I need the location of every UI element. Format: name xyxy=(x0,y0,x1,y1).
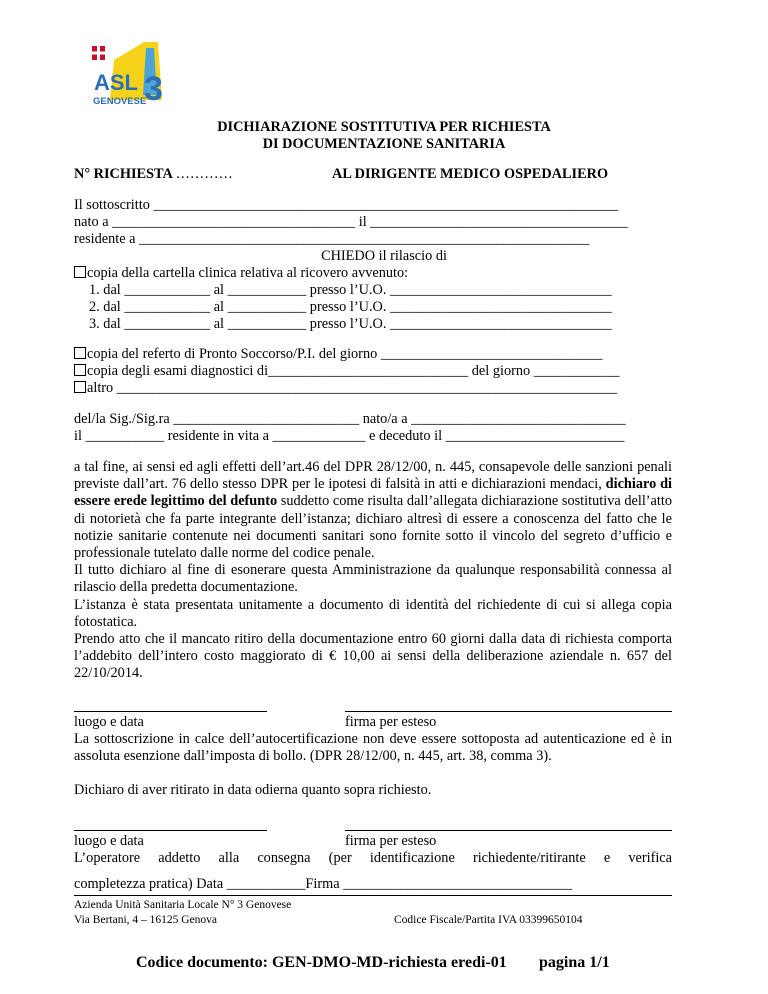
footer-org: Azienda Unità Sanitaria Locale N° 3 Genovese xyxy=(74,899,292,911)
luogo-line-2[interactable] xyxy=(74,830,267,831)
option-referto[interactable]: copia del referto di Pronto Soccorso/P.I. del giorno _______________________________ xyxy=(74,346,672,363)
luogo-label-1: luogo e data xyxy=(74,714,144,730)
ritiro-statement: Dichiaro di aver ritirato in data odierna quanto sopra richiesto. xyxy=(74,782,432,798)
checkbox-altro[interactable] xyxy=(74,381,86,393)
firma-line-1[interactable] xyxy=(345,711,672,712)
request-number: N° RICHIESTA ………… xyxy=(74,166,233,182)
page-number: pagina 1/1 xyxy=(539,954,610,971)
chiedo-heading: CHIEDO il rilascio di xyxy=(321,248,447,264)
field-deceased-dates[interactable]: il ___________ residente in vita a _____________ e deceduto il _________________________ xyxy=(74,428,625,444)
operatore-line2[interactable]: completezza pratica) Data ___________Firma ________________________________ xyxy=(74,876,572,892)
footer-divider xyxy=(74,895,672,896)
field-residente[interactable]: residente a _______________________________________________________________ xyxy=(74,231,590,247)
svg-text:3: 3 xyxy=(144,70,163,108)
field-sottoscritto[interactable]: Il sottoscritto _________________________________________________________________ xyxy=(74,197,619,213)
document-title: DICHIARAZIONE SOSTITUTIVA PER RICHIESTA DI DOCUMENTAZIONE SANITARIA xyxy=(217,119,551,152)
footer-tax-id: Codice Fiscale/Partita IVA 03399650104 xyxy=(394,914,583,926)
checkbox-referto[interactable] xyxy=(74,347,86,359)
ricovero-1[interactable]: 1. dal ____________ al ___________ presso l’U.O. _______________________________ xyxy=(89,282,612,298)
svg-text:ASL: ASL xyxy=(94,70,138,95)
option-cartella-clinica[interactable]: copia della cartella clinica relativa al ricovero avvenuto: xyxy=(74,265,672,282)
firma-label-2: firma per esteso xyxy=(345,833,437,849)
ricovero-3[interactable]: 3. dal ____________ al ___________ presso l’U.O. _______________________________ xyxy=(89,316,612,332)
declaration-text: a tal fine, ai sensi ed agli effetti dell’art.46 del DPR 28/12/00, n. 445, consapevole delle sanzioni penali previste dall’art. 76 dello stesso DPR per le ipotesi di falsità in atti e dichiarazioni mendaci, dichiaro di essere erede legittimo del defunto suddetto come risulta dall’allegata dichiarazione sostitutiva dell’atto di notorietà che fa parte integrante dell’istanza; dichiaro altresì di essere a conoscenza del fatto che le notizie sanitarie contenute nei documenti sanitari sono fornite sotto il vincolo del segreto d’ufficio e professionale tutelato dalle norme del codice penale. Il tutto dichiaro al fine di esonerare questa Amministrazione da qualunque responsabilità connessa al rilascio della predetta documentazione. L’istanza è stata presentata unitamente a documento di identità del richiedente di cui si allega copia fotostatica. Prendo atto che il mancato ritiro della documentazione entro 60 giorni dalla data di richiesta comporta l’addebito dell’intero costo maggiorato di € 10,00 ai sensi della deliberazione aziendale n. 657 del 22/10/2014. xyxy=(74,459,672,682)
asl3-logo xyxy=(84,40,174,110)
field-nato-a[interactable]: nato a __________________________________ il ____________________________________ xyxy=(74,214,628,230)
operatore-line1: L’operatore addetto alla consegna (per identificazione richiedente/ritirante e verifica xyxy=(74,850,672,866)
document-code: Codice documento: GEN-DMO-MD-richiesta eredi-01 xyxy=(136,954,507,971)
checkbox-esami[interactable] xyxy=(74,364,86,376)
ricovero-2[interactable]: 2. dal ____________ al ___________ presso l’U.O. _______________________________ xyxy=(89,299,612,315)
luogo-label-2: luogo e data xyxy=(74,833,144,849)
luogo-line-1[interactable] xyxy=(74,711,267,712)
svg-text:GENOVESE: GENOVESE xyxy=(93,96,147,107)
option-altro[interactable]: altro ______________________________________________________________________ xyxy=(74,380,672,397)
addressee: AL DIRIGENTE MEDICO OSPEDALIERO xyxy=(332,166,609,182)
footer-address: Via Bertani, 4 – 16125 Genova xyxy=(74,914,218,926)
option-esami[interactable]: copia degli esami diagnostici di____________________________ del giorno ____________ xyxy=(74,363,672,380)
field-deceased-name[interactable]: del/la Sig./Sig.ra __________________________ nato/a a ______________________________ xyxy=(74,411,626,427)
bollo-note: La sottoscrizione in calce dell’autocertificazione non deve essere sottoposta ad autenticazione ed è in assoluta esenzione dall’imposta di bollo. (DPR 28/12/00, n. 445, art. 38, comma 3). xyxy=(74,731,672,765)
firma-label-1: firma per esteso xyxy=(345,714,437,730)
checkbox-cartella[interactable] xyxy=(74,266,86,278)
firma-line-2[interactable] xyxy=(345,830,672,831)
